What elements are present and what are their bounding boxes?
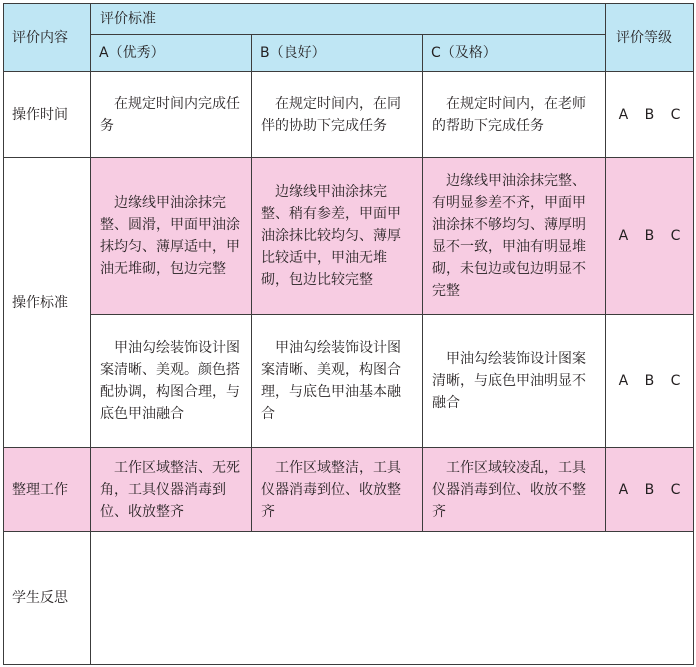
table-row-operation-time xyxy=(4,72,694,158)
cell-cleanup-a: 工作区域整洁、无死角，工具仪器消毒到位、收放整齐 xyxy=(91,448,252,532)
header-evaluation-content: 评价内容 xyxy=(4,4,91,72)
row-label-operation-time: 操作时间 xyxy=(4,72,91,158)
cell-standard2-a: 甲油勾绘装饰设计图案清晰、美观。颜色搭配协调，构图合理，与底色甲油融合 xyxy=(91,315,252,448)
header-evaluation-standard: 评价标准 xyxy=(91,4,606,35)
row-label-operation-standard: 操作标准 xyxy=(4,158,91,448)
table-row-operation-standard-2 xyxy=(4,315,694,448)
cell-cleanup-b: 工作区域整洁，工具仪器消毒到位、收放整齐 xyxy=(252,448,423,532)
table-row-cleanup xyxy=(4,448,694,532)
cell-standard2-b: 甲油勾绘装饰设计图案清晰、美观，构图合理，与底色甲油基本融合 xyxy=(252,315,423,448)
table-row-reflection xyxy=(4,532,694,665)
grade-cleanup: A B C xyxy=(606,448,694,532)
header-level-c: C（及格） xyxy=(423,35,606,72)
cell-standard1-c: 边缘线甲油涂抹完整、有明显参差不齐，甲面甲油涂抹不够均匀、薄厚明显不一致，甲油有明显堆砌，未包边或包边明显不完整 xyxy=(423,158,606,315)
cell-time-c: 在规定时间内，在老师的帮助下完成任务 xyxy=(423,72,606,158)
grade-time: A B C xyxy=(606,72,694,158)
table-row-operation-standard-1 xyxy=(4,158,694,315)
header-level-a: A（优秀） xyxy=(91,35,252,72)
grade-standard2: A B C xyxy=(606,315,694,448)
reflection-area[interactable] xyxy=(91,532,694,665)
cell-cleanup-c: 工作区域较凌乱，工具仪器消毒到位、收放不整齐 xyxy=(423,448,606,532)
header-evaluation-grade: 评价等级 xyxy=(606,4,694,72)
evaluation-table xyxy=(3,3,694,665)
cell-standard1-b: 边缘线甲油涂抹完整、稍有参差，甲面甲油涂抹比较均匀、薄厚比较适中，甲油无堆砌，包边比较完整 xyxy=(252,158,423,315)
cell-time-a: 在规定时间内完成任务 xyxy=(91,72,252,158)
cell-standard1-a: 边缘线甲油涂抹完整、圆滑，甲面甲油涂抹均匀、薄厚适中，甲油无堆砌，包边完整 xyxy=(91,158,252,315)
row-label-reflection: 学生反思 xyxy=(4,532,91,665)
cell-time-b: 在规定时间内，在同伴的协助下完成任务 xyxy=(252,72,423,158)
row-label-cleanup: 整理工作 xyxy=(4,448,91,532)
header-level-b: B（良好） xyxy=(252,35,423,72)
cell-standard2-c: 甲油勾绘装饰设计图案清晰，与底色甲油明显不融合 xyxy=(423,315,606,448)
grade-standard1: A B C xyxy=(606,158,694,315)
